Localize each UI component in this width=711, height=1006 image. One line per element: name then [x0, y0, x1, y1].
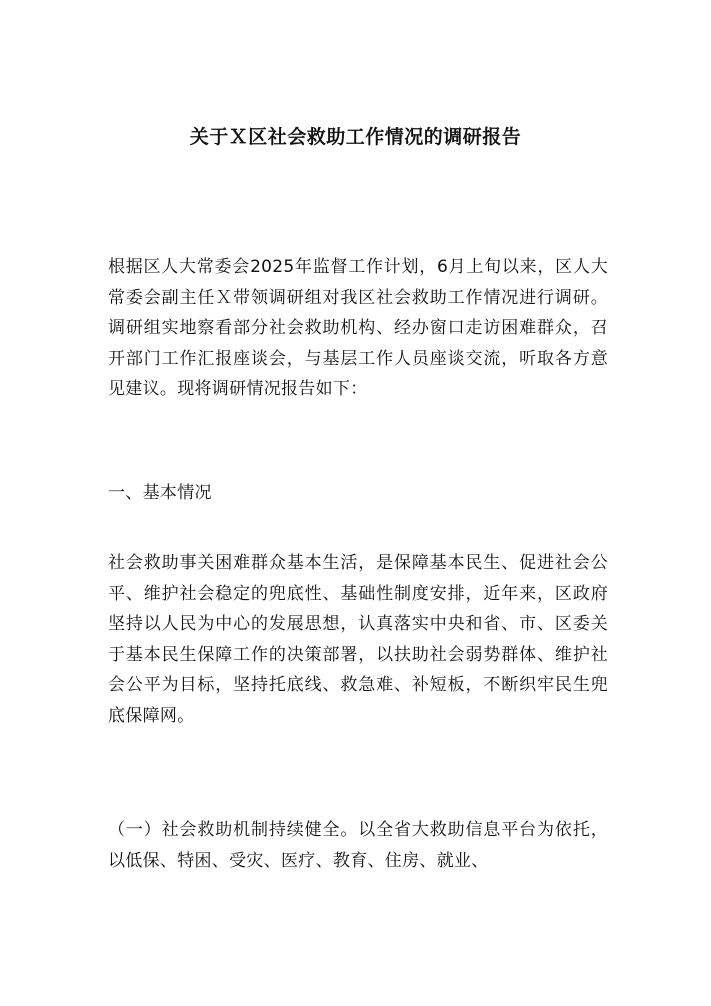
section-heading-basic-situation: 一、基本情况: [108, 483, 212, 503]
document-title: 关于Ｘ区社会救助工作情况的调研报告: [189, 126, 522, 148]
mechanism-paragraph: （一）社会救助机制持续健全。以全省大救助信息平台为依托，以低保、特困、受灾、医疗、教育、住房、就业、: [108, 820, 608, 871]
basic-situation-paragraph: 社会救助事关困难群众基本生活，是保障基本民生、促进社会公平、维护社会稳定的兜底性、基础性制度安排，近年来，区政府坚持以人民为中心的发展思想，认真落实中央和省、市、区委关于基本民生保障工作的决策部署，以扶助社会弱势群体、维护社会公平为目标，坚持托底线、救急难、补短板，不断织牢民生兜底保障网。: [108, 553, 608, 726]
intro-paragraph: 根据区人大常委会2025年监督工作计划，6月上旬以来，区人大常委会副主任Ｘ带领调研组对我区社会救助工作情况进行调研。调研组实地察看部分社会救助机构、经办窗口走访困难群众，召开部门工作汇报座谈会，与基层工作人员座谈交流，听取各方意见建议。现将调研情况报告如下：: [108, 257, 608, 399]
